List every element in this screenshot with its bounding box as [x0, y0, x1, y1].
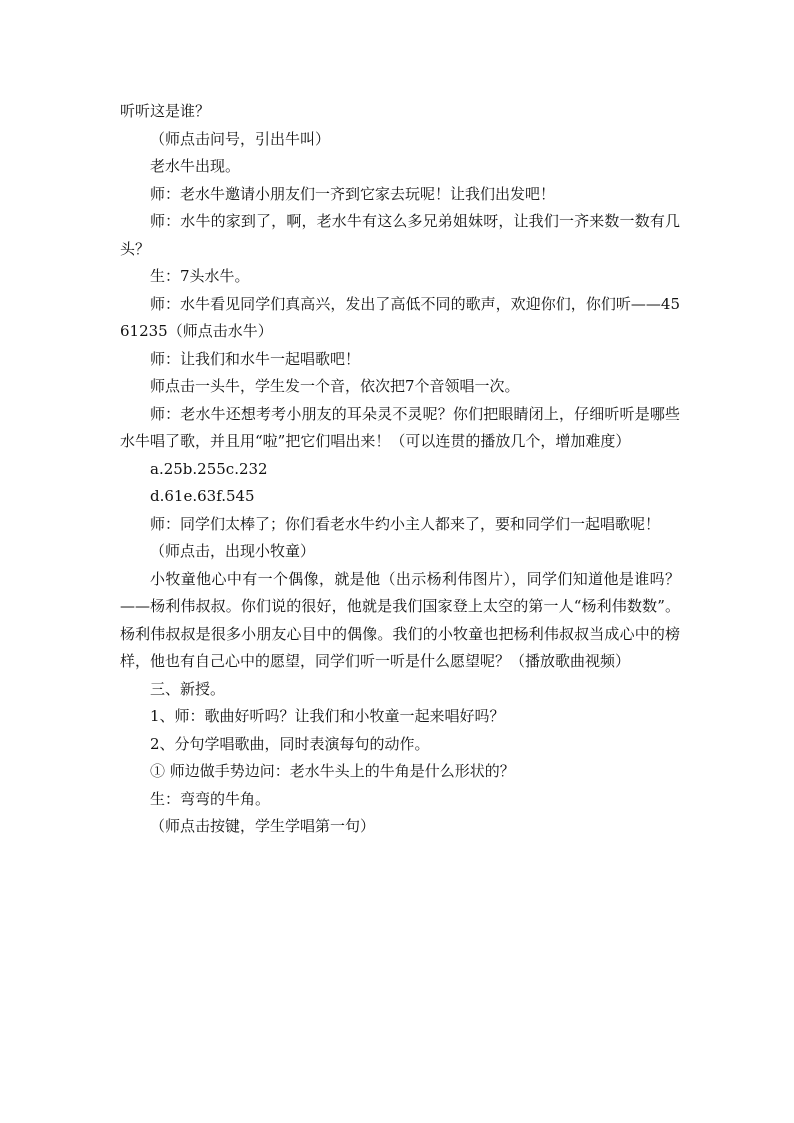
paragraph-21: （师点击按键，学生学唱第一句）: [150, 817, 376, 835]
paragraph-11: a.25b.255c.232: [150, 459, 268, 478]
paragraph-8: 师：让我们和水牛一起唱歌吧！: [150, 349, 361, 368]
paragraph-15: 小牧童他心中有一个偶像，就是他（出示杨利伟图片），同学们知道他是谁吗？——杨利伟叔叔。你们说的很好，他就是我们国家登上太空的第一人“杨利伟数数”。杨利伟叔叔是很多小朋友心目中的偶像。我们的小牧童也把杨利伟叔叔当成心中的榜样，他也有自己心中的愿望，同学们听一听是什么愿望呢？（播放歌曲视频）: [120, 569, 680, 670]
paragraph-18: 2、分句学唱歌曲，同时表演每句的动作。: [150, 734, 430, 753]
paragraph-4: 师：老水牛邀请小朋友们一齐到它家去玩呢！让我们出发吧！: [150, 184, 556, 203]
paragraph-16: 三、新授。: [150, 679, 226, 698]
paragraph-14: （师点击，出现小牧童）: [150, 542, 316, 560]
paragraph-3: 老水牛出现。: [150, 157, 241, 175]
document-body: [120, 98, 680, 841]
paragraph-12: d.61e.63f.545: [150, 487, 255, 505]
paragraph-13: 师：同学们太棒了；你们看老水牛约小主人都来了，要和同学们一起唱歌呢！: [150, 514, 661, 533]
paragraph-5: 师：水牛的家到了，啊，老水牛有这么多兄弟姐妹呀，让我们一齐来数一数有几头？: [120, 212, 680, 258]
paragraph-20: 生：弯弯的牛角。: [150, 789, 271, 808]
paragraph-2: （师点击问号，引出牛叫）: [150, 129, 331, 148]
paragraph-9: 师点击一头牛，学生发一个音，依次把7个音领唱一次。: [150, 377, 520, 395]
paragraph-10: 师：老水牛还想考考小朋友的耳朵灵不灵呢？你们把眼睛闭上，仔细听听是哪些水牛唱了歌，并且用“啦”把它们唱出来！（可以连贯的播放几个，增加难度）: [120, 404, 680, 450]
paragraph-6: 生：7头水牛。: [150, 267, 250, 285]
paragraph-19: ① 师边做手势边问：老水牛头上的牛角是什么形状的？: [150, 762, 515, 780]
paragraph-17: 1、师：歌曲好听吗？让我们和小牧童一起来唱好吗？: [150, 707, 505, 725]
paragraph-7: 师：水牛看见同学们真高兴，发出了高低不同的歌声，欢迎你们，你们听——4561235（师点击水牛）: [120, 294, 680, 340]
paragraph-1: 听听这是谁？: [120, 102, 211, 120]
